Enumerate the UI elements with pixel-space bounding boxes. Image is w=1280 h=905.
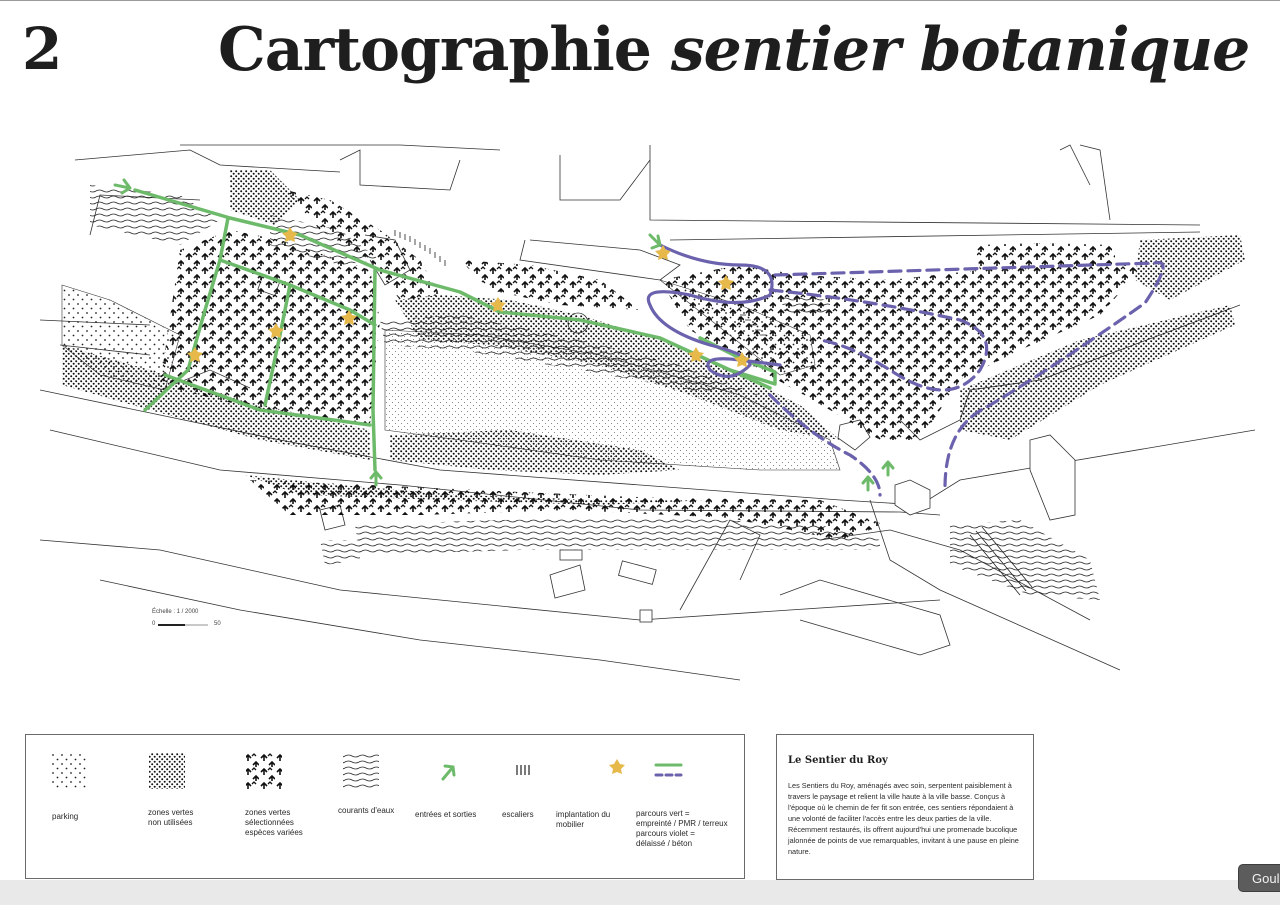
title-italic: sentier botanique xyxy=(670,15,1250,85)
page-title xyxy=(218,14,1249,86)
top-rule xyxy=(0,0,1280,1)
scale-min: 0 xyxy=(152,621,156,627)
info-title: Le Sentier du Roy xyxy=(788,755,888,766)
page-number: 2 xyxy=(22,15,63,83)
info-text: Les Sentiers du Roy, aménagés avec soin, serpentent paisiblement à travers le paysage et relient la ville haute à la ville basse. Conçus à l'époque où le chemin de fer fit son entrée, ces sentiers répondaient à une volonté de faciliter l'accès entre les deux parties de la ville. Récemment restaurés, ils offrent aujourd'hui une promenade bucolique jalonnée de points de vue remarquables, invitant à une pause en pleine nature. xyxy=(788,781,1019,856)
legend-swatch-unused xyxy=(149,753,185,789)
scale-title: Échelle : 1 / 2000 xyxy=(152,609,199,615)
corner-button[interactable]: Goul xyxy=(1238,864,1280,892)
bottom-bar xyxy=(0,880,1280,905)
legend-swatch-parking xyxy=(51,753,87,789)
legend-swatches xyxy=(51,753,691,793)
legend-label-parking: parking xyxy=(52,812,79,821)
legend-arrow-icon xyxy=(443,766,454,779)
legend-label-unused: zones vertes non utilisées xyxy=(148,808,194,827)
scale-max: 50 xyxy=(214,621,221,627)
legend-swatch-water xyxy=(343,753,379,789)
title-bold: Cartographie xyxy=(218,15,651,85)
info-box xyxy=(776,734,1034,880)
legend-label-entrances: entrées et sorties xyxy=(415,810,477,819)
legend-stairs-icon xyxy=(517,765,529,775)
legend-furniture-icon xyxy=(609,759,625,774)
site-map xyxy=(40,140,1260,685)
legend-box xyxy=(25,734,745,879)
legend-label-paths: parcours vert = empreinté / PMR / terreux parcours violet = délaissé / béton xyxy=(636,809,728,848)
legend-label-selected: zones vertes sélectionnées espèces variées xyxy=(245,808,303,837)
legend-swatch-selected xyxy=(246,753,282,789)
legend-label-stairs: escaliers xyxy=(502,810,534,819)
legend-label-water: courants d'eaux xyxy=(338,806,395,815)
legend-label-furniture: implantation du mobilier xyxy=(556,810,611,829)
